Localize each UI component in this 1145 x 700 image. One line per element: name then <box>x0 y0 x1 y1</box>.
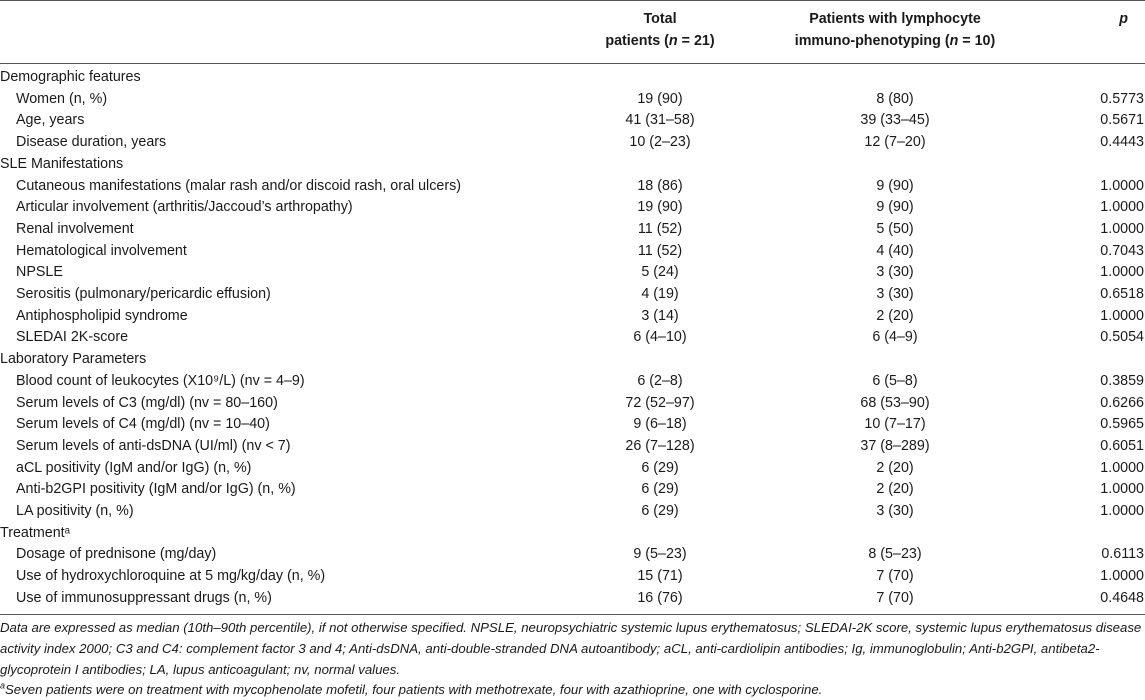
cell-p-value: 1.0000 <box>1100 264 1144 281</box>
cell-total: 18 (86) <box>637 177 683 194</box>
row-label: Serum levels of C4 (mg/dl) (nv = 10–40) <box>16 416 270 433</box>
table-row <box>0 566 1145 588</box>
table-row <box>0 262 1145 284</box>
cell-p-value: 0.5965 <box>1100 416 1144 433</box>
cell-p-value: 1.0000 <box>1100 220 1144 237</box>
cell-total: 11 (52) <box>637 220 683 237</box>
header-rule <box>0 63 1145 64</box>
table-row <box>0 219 1145 241</box>
row-label: SLEDAI 2K-score <box>16 329 129 346</box>
cell-total: 6 (2–8) <box>637 372 683 389</box>
header-p-value: p <box>1119 11 1128 27</box>
cell-lymphocyte: 2 (20) <box>876 307 914 324</box>
cell-lymphocyte: 3 (30) <box>876 503 914 519</box>
cell-total: 6 (29) <box>641 503 679 519</box>
cell-p-value: 1.0000 <box>1100 307 1144 324</box>
cell-total: 11 (52) <box>637 242 683 259</box>
table-row <box>0 479 1145 501</box>
cell-lymphocyte: 2 (20) <box>876 459 914 476</box>
header-total-patients <box>560 8 760 52</box>
header-total-line1: Total <box>643 11 677 27</box>
row-label: NPSLE <box>16 264 63 281</box>
header-total-line2: patients (n = 21) <box>605 33 715 49</box>
table-row <box>0 110 1145 132</box>
row-label: Use of hydroxychloroquine at 5 mg/kg/day (n, %) <box>16 568 326 585</box>
cell-lymphocyte: 12 (7–20) <box>864 134 926 151</box>
row-label: Renal involvement <box>16 220 134 237</box>
row-label: Cutaneous manifestations (malar rash and/or discoid rash, oral ulcers) <box>16 177 461 194</box>
cell-total: 9 (5–23) <box>633 546 687 563</box>
header-lymphocyte-patients <box>770 8 1020 52</box>
row-label: Blood count of leukocytes (X10⁹/L) (nv = 4–9) <box>16 372 305 389</box>
row-label: Age, years <box>16 112 85 129</box>
cell-total: 10 (2–23) <box>629 134 691 151</box>
row-label: Antiphospholipid syndrome <box>16 307 188 324</box>
table-row <box>0 371 1145 393</box>
cell-total: 16 (76) <box>637 589 683 606</box>
cell-lymphocyte: 4 (40) <box>876 242 914 259</box>
row-label: Anti-b2GPI positivity (IgM and/or IgG) (n, %) <box>16 481 296 498</box>
row-label: Laboratory Parameters <box>0 351 147 368</box>
cell-total: 6 (29) <box>641 459 679 476</box>
section-header <box>0 523 1145 545</box>
cell-total: 5 (24) <box>641 264 679 281</box>
row-label: Disease duration, years <box>16 134 167 151</box>
cell-lymphocyte: 68 (53–90) <box>860 394 930 411</box>
cell-p-value: 0.6518 <box>1100 286 1144 302</box>
cell-p-value: 0.6051 <box>1100 437 1144 454</box>
table-row <box>0 588 1145 610</box>
cell-lymphocyte: 8 (80) <box>876 90 914 107</box>
cell-total: 19 (90) <box>637 90 683 107</box>
footnote-main: Data are expressed as median (10th–90th percentile), if not otherwise specified. NPSLE, neuropsychiatric systemic lupus erythematosus; SLEDAI-2K score, systemic lupus erythematosus disease activity index 2000; C3 and C4: complement factor 3 and 4; Anti-dsDNA, anti-double-stranded DNA autoantibody; aCL, anti-cardiolipin antibodies; Ig, immunoglobulin; Anti-b2GPI, antibeta2-glycoprotein I antibodies; LA, lupus anticoagulant; nv, normal values. <box>0 620 1142 677</box>
cell-lymphocyte: 39 (33–45) <box>860 112 930 129</box>
cell-lymphocyte: 8 (5–23) <box>868 546 922 563</box>
cell-lymphocyte: 9 (90) <box>876 177 914 194</box>
table-row <box>0 501 1145 523</box>
table-row <box>0 414 1145 436</box>
row-label: aCL positivity (IgM and/or IgG) (n, %) <box>16 459 252 476</box>
cell-p-value: 0.6113 <box>1101 546 1144 563</box>
cell-p-value: 1.0000 <box>1100 503 1144 519</box>
cell-total: 26 (7–128) <box>625 437 695 454</box>
row-label: Use of immunosuppressant drugs (n, %) <box>16 589 272 606</box>
cell-total: 4 (19) <box>641 286 679 302</box>
table-row <box>0 327 1145 349</box>
cell-lymphocyte: 3 (30) <box>876 286 914 302</box>
row-label: Articular involvement (arthritis/Jaccoud’s arthropathy) <box>16 199 353 216</box>
cell-total: 15 (71) <box>637 568 683 585</box>
row-label: Hematological involvement <box>16 242 187 259</box>
cell-p-value: 0.5671 <box>1100 112 1144 129</box>
cell-p-value: 0.6266 <box>1100 394 1144 411</box>
cell-total: 72 (52–97) <box>625 394 695 411</box>
row-label: Treatmentᵃ <box>0 524 70 541</box>
section-header <box>0 349 1145 371</box>
table-row <box>0 436 1145 458</box>
row-label: Demographic features <box>0 69 141 85</box>
table-row <box>0 544 1145 566</box>
header-lymph-line2: immuno-phenotyping (n = 10) <box>794 33 996 49</box>
cell-p-value: 0.5773 <box>1100 90 1144 107</box>
cell-total: 6 (29) <box>641 481 679 498</box>
row-label: Dosage of prednisone (mg/day) <box>16 546 217 563</box>
cell-total: 6 (4–10) <box>633 329 687 346</box>
table-row <box>0 284 1145 306</box>
section-header <box>0 67 1145 89</box>
cell-lymphocyte: 9 (90) <box>876 199 914 216</box>
cell-p-value: 1.0000 <box>1100 568 1144 585</box>
cell-p-value: 0.7043 <box>1100 242 1144 259</box>
cell-p-value: 0.4648 <box>1100 589 1144 606</box>
table-row <box>0 89 1145 111</box>
table-row <box>0 241 1145 263</box>
table-row <box>0 306 1145 328</box>
cell-p-value: 1.0000 <box>1100 481 1144 498</box>
table-row <box>0 197 1145 219</box>
cell-total: 3 (14) <box>641 307 679 324</box>
cell-lymphocyte: 3 (30) <box>876 264 914 281</box>
cell-lymphocyte: 6 (4–9) <box>872 329 918 346</box>
top-rule <box>0 0 1145 1</box>
header-lymph-line1: Patients with lymphocyte <box>809 11 981 27</box>
row-label: Serum levels of C3 (mg/dl) (nv = 80–160) <box>16 394 278 411</box>
cell-total: 9 (6–18) <box>633 416 687 433</box>
table-row <box>0 458 1145 480</box>
table-row <box>0 132 1145 154</box>
cell-lymphocyte: 6 (5–8) <box>872 372 918 389</box>
row-label: LA positivity (n, %) <box>16 503 134 519</box>
cell-p-value: 1.0000 <box>1100 177 1144 194</box>
footnote-a: $^a$Seven patients were on treatment with mycophenolate mofetil, four patients with methotrexate, four with azathioprine, one with cyclosporine. <box>0 680 823 697</box>
section-header <box>0 154 1145 176</box>
cell-p-value: 0.4443 <box>1100 134 1144 151</box>
cell-total: 19 (90) <box>637 199 683 216</box>
cell-lymphocyte: 2 (20) <box>876 481 914 498</box>
bottom-rule <box>0 614 1145 615</box>
cell-lymphocyte: 10 (7–17) <box>864 416 926 433</box>
cell-p-value: 1.0000 <box>1100 459 1144 476</box>
cell-lymphocyte: 7 (70) <box>876 589 914 606</box>
cell-p-value: 1.0000 <box>1100 199 1144 216</box>
cell-p-value: 0.3859 <box>1100 372 1144 389</box>
cell-total: 41 (31–58) <box>625 112 695 129</box>
table-row <box>0 393 1145 415</box>
row-label: Serositis (pulmonary/pericardic effusion) <box>16 286 271 302</box>
row-label: Serum levels of anti-dsDNA (UI/ml) (nv < 7) <box>16 437 291 454</box>
row-label: Women (n, %) <box>16 90 108 107</box>
table-row <box>0 176 1145 198</box>
cell-p-value: 0.5054 <box>1100 329 1144 346</box>
cell-lymphocyte: 7 (70) <box>876 568 914 585</box>
cell-lymphocyte: 5 (50) <box>876 220 914 237</box>
row-label: SLE Manifestations <box>0 155 124 172</box>
cell-lymphocyte: 37 (8–289) <box>860 437 930 454</box>
